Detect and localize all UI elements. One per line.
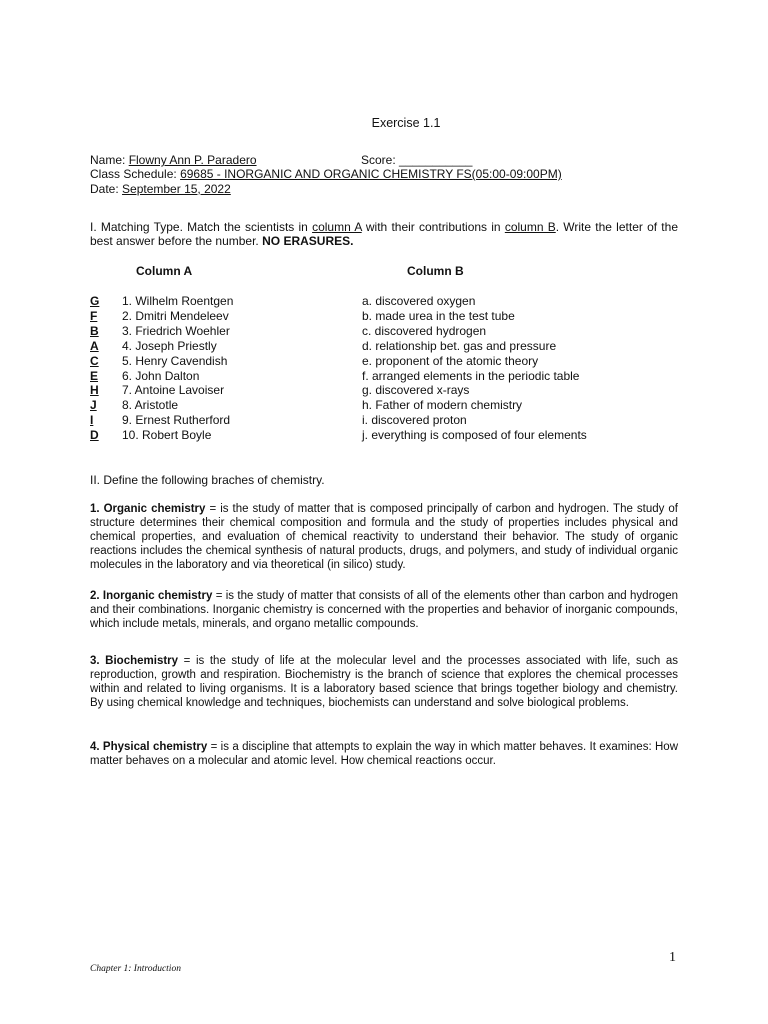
answer-letter: D <box>90 428 99 443</box>
column-b-item: g. discovered x-rays <box>362 383 470 398</box>
answer-letter: J <box>90 398 97 413</box>
name-label: Name: <box>90 153 126 167</box>
answer-letter: C <box>90 353 99 368</box>
column-b-ref: column B <box>504 220 556 234</box>
definition-term: 2. Inorganic chemistry <box>90 590 213 602</box>
score-label: Score: <box>361 153 396 167</box>
scientist-name: 7. Antoine Lavoiser <box>122 383 225 398</box>
schedule-value: 69685 - INORGANIC AND ORGANIC CHEMISTRY FS(05:00-09:00PM) <box>180 167 562 181</box>
scientist-name: 2. Dmitri Mendeleev <box>122 308 229 323</box>
column-b-item: f. arranged elements in the periodic table <box>362 368 580 383</box>
column-b-item: h. Father of modern chemistry <box>362 398 523 413</box>
column-a-item <box>90 294 233 308</box>
column-b-item: j. everything is composed of four elements <box>362 428 587 443</box>
date-label: Date: <box>90 182 119 196</box>
column-b-item: i. discovered proton <box>362 413 467 428</box>
page-title: Exercise 1.1 <box>371 116 441 130</box>
definition-term: 4. Physical chemistry <box>90 741 208 753</box>
scientist-name: 3. Friedrich Woehler <box>122 323 230 338</box>
column-b-item: a. discovered oxygen <box>362 294 476 308</box>
scientist-name: 9. Ernest Rutherford <box>122 413 231 428</box>
column-a-item <box>90 383 224 397</box>
definition-physical: 4. Physical chemistry = is a discipline that attempts to explain the way in which matter behaves. It examines: How matter behaves on a molecular and atomic level. How chemical reactions occur. <box>90 741 678 767</box>
column-a-item <box>90 413 230 427</box>
scientist-name: 5. Henry Cavendish <box>122 353 228 368</box>
column-b-header: Column B <box>407 264 464 278</box>
scientist-name: 6. John Dalton <box>122 368 200 383</box>
part1-instructions: I. Matching Type. Match the scientists in column A with their contributions in column B. Write the letter of the best answer before the number. NO ERASURES. <box>90 220 678 248</box>
name-line <box>90 153 257 167</box>
column-a-ref: column A <box>312 220 362 234</box>
column-a-header: Column A <box>136 264 193 278</box>
scientist-name: 8. Aristotle <box>122 398 179 413</box>
schedule-label: Class Schedule: <box>90 167 177 181</box>
column-a-item <box>90 339 217 353</box>
answer-letter: I <box>90 413 94 428</box>
column-b-item: e. proponent of the atomic theory <box>362 353 539 368</box>
schedule-line <box>90 167 562 181</box>
column-a-item <box>90 398 178 412</box>
answer-letter: F <box>90 308 98 323</box>
column-a-item <box>90 324 230 338</box>
column-a-item <box>90 354 227 368</box>
definition-term: 3. Biochemistry <box>90 655 179 667</box>
definition-term: 1. Organic chemistry <box>90 503 206 515</box>
definition-organic: 1. Organic chemistry = is the study of matter that is composed principally of carbon and hydrogen. The study of structure determines their chemical composition and formula and the study of properties includes physical and chemical properties, and evaluation of chemical reactivity to understand their behavior. The study of organic reactions includes the chemical synthesis of natural products, drugs, and polymers, and study of individual organic molecules in the laboratory and via theoretical (in silico) study. <box>90 503 678 571</box>
part2-heading: II. Define the following braches of chemistry. <box>90 473 325 487</box>
column-a-item <box>90 369 199 383</box>
column-a-item <box>90 428 211 442</box>
column-b-item: c. discovered hydrogen <box>362 323 487 338</box>
answer-letter: G <box>90 294 100 308</box>
date-value: September 15, 2022 <box>122 182 231 196</box>
page-number: 1 <box>669 950 676 965</box>
definition-biochemistry: 3. Biochemistry = is the study of life at the molecular level and the processes associated with life, such as reproduction, growth and respiration. Biochemistry is the branch of science that explores the chemical processes within and related to living organisms. It is a laboratory based science that brings together biology and chemistry. By using chemical knowledge and techniques, biochemists can understand and solve biological problems. <box>90 655 678 709</box>
scientist-name: 4. Joseph Priestly <box>122 338 217 353</box>
score-blank: ___________ <box>399 153 473 167</box>
name-value: Flowny Ann P. Paradero <box>128 153 257 167</box>
answer-letter: E <box>90 368 99 383</box>
answer-letter: H <box>90 383 99 398</box>
column-a-item <box>90 309 229 323</box>
chapter-footer: Chapter 1: Introduction <box>90 964 181 974</box>
answer-letter: B <box>90 323 99 338</box>
column-b-item: b. made urea in the test tube <box>362 308 515 323</box>
scientist-name: 10. Robert Boyle <box>122 428 212 443</box>
answer-letter: A <box>90 338 99 353</box>
scientist-name: 1. Wilhelm Roentgen <box>122 294 234 308</box>
score-line <box>361 153 472 167</box>
date-line <box>90 182 231 196</box>
column-b-item: d. relationship bet. gas and pressure <box>362 338 557 353</box>
definition-inorganic: 2. Inorganic chemistry = is the study of matter that consists of all of the elements other than carbon and hydrogen and their combinations. Inorganic chemistry is concerned with the properties and behavior of inorganic compounds, which include metals, minerals, and organo metallic compounds. <box>90 590 678 630</box>
no-erasures-note: NO ERASURES. <box>262 234 354 248</box>
